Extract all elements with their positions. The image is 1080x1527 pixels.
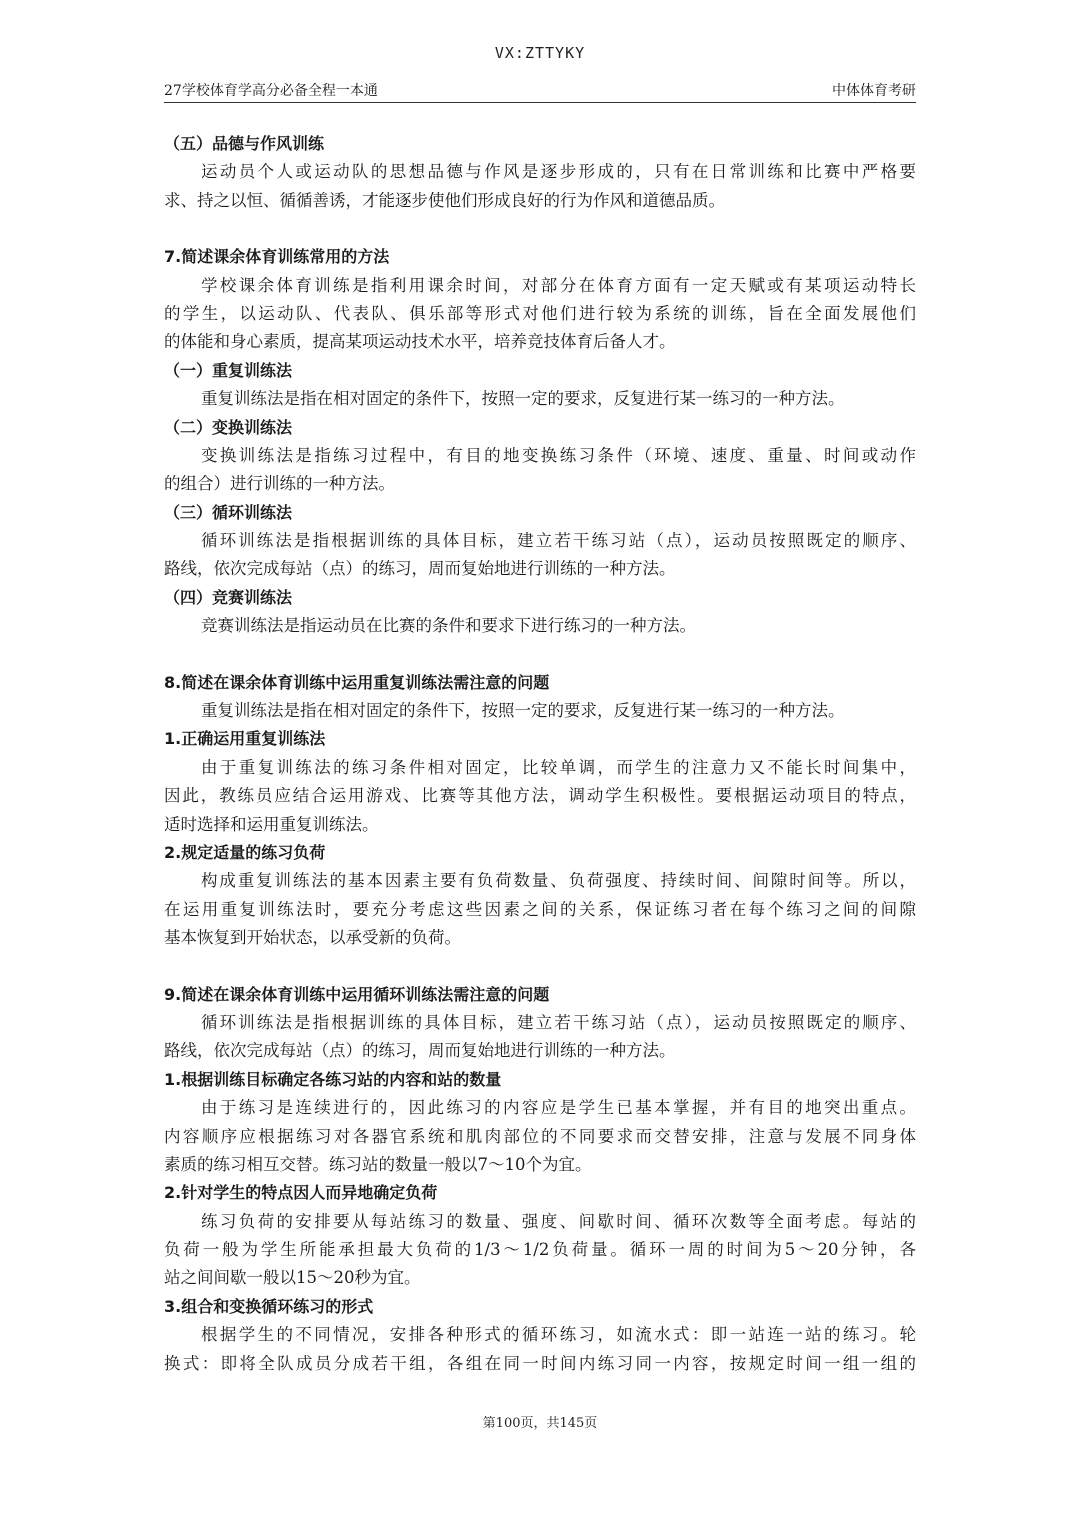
page-number: 第100页，共145页 — [482, 1416, 598, 1431]
subheading-repetition-method: （一）重复训练法 — [164, 360, 293, 380]
paragraph-line: 运动员个人或运动队的思想品德与作风是逐步形成的，只有在日常训练和比赛中严格要 — [201, 162, 916, 182]
paragraph-line: 重复训练法是指在相对固定的条件下，按照一定的要求，反复进行某一练习的一种方法。 — [201, 389, 845, 409]
paragraph-line: 构成重复训练法的基本因素主要有负荷数量、负荷强度、持续时间、间隙时间等。所以， — [201, 871, 916, 891]
paragraph-line: 负荷一般为学生所能承担最大负荷的1/3～1/2负荷量。循环一周的时间为5～20分钟，各 — [164, 1240, 916, 1260]
question-heading-8: 8.简述在课余体育训练中运用重复训练法需注意的问题 — [164, 672, 550, 692]
page-content — [164, 130, 916, 1378]
point-heading-9-3: 3.组合和变换循环练习的形式 — [164, 1296, 374, 1316]
paragraph-line: 内容顺序应根据练习对各器官系统和肌肉部位的不同要求而交替安排，注意与发展不同身体 — [164, 1126, 916, 1146]
paragraph-line: 循环训练法是指根据训练的具体目标，建立若干练习站（点），运动员按照既定的顺序、 — [201, 1012, 916, 1032]
watermark: VX:ZTTYKY — [494, 44, 586, 62]
section-gap — [164, 641, 916, 669]
paragraph-line: 在运用重复训练法时，要充分考虑这些因素之间的关系，保证练习者在每个练习之间的间隙 — [164, 899, 916, 919]
paragraph-line: 的体能和身心素质，提高某项运动技术水平，培养竞技体育后备人才。 — [164, 332, 676, 352]
paragraph-line: 重复训练法是指在相对固定的条件下，按照一定的要求，反复进行某一练习的一种方法。 — [201, 701, 845, 721]
paragraph-line: 由于练习是连续进行的，因此练习的内容应是学生已基本掌握，并有目的地突出重点。 — [201, 1098, 916, 1118]
paragraph-line: 基本恢复到开始状态，以承受新的负荷。 — [164, 928, 461, 948]
paragraph-line: 由于重复训练法的练习条件相对固定，比较单调，而学生的注意力又不能长时间集中， — [201, 757, 916, 777]
point-heading-8-1: 1.正确运用重复训练法 — [164, 729, 326, 749]
paragraph-line: 换式：即将全队成员分成若干组，各组在同一时间内练习同一内容，按规定时间一组一组的 — [164, 1353, 916, 1373]
paragraph-line: 因此，教练员应结合运用游戏、比赛等其他方法，调动学生积极性。要根据运动项目的特点， — [164, 786, 916, 806]
paragraph-line: 变换训练法是指练习过程中，有目的地变换练习条件（环境、速度、重量、时间或动作 — [201, 445, 916, 465]
paragraph-line: 路线，依次完成每站（点）的练习，周而复始地进行训练的一种方法。 — [164, 1041, 676, 1061]
subheading-circuit-method: （三）循环训练法 — [164, 502, 293, 522]
question-heading-7: 7.简述课余体育训练常用的方法 — [164, 247, 390, 267]
paragraph-line: 的组合）进行训练的一种方法。 — [164, 474, 395, 494]
point-heading-8-2: 2.规定适量的练习负荷 — [164, 842, 326, 862]
paragraph-line: 路线，依次完成每站（点）的练习，周而复始地进行训练的一种方法。 — [164, 559, 676, 579]
subheading-moral-training: （五）品德与作风训练 — [164, 134, 325, 153]
point-heading-9-2: 2.针对学生的特点因人而异地确定负荷 — [164, 1183, 438, 1203]
header-book-title: 27学校体育学高分必备全程一本通 — [164, 83, 378, 99]
paragraph-line: 学校课余体育训练是指利用课余时间，对部分在体育方面有一定天赋或有某项运动特长 — [201, 275, 916, 295]
subheading-competition-method: （四）竞赛训练法 — [164, 587, 293, 607]
paragraph-line: 竞赛训练法是指运动员在比赛的条件和要求下进行练习的一种方法。 — [201, 616, 696, 636]
paragraph-line: 练习负荷的安排要从每站练习的数量、强度、间歇时间、循环次数等全面考虑。每站的 — [201, 1211, 916, 1231]
running-header — [164, 78, 916, 103]
header-publisher: 中体体育考研 — [832, 83, 916, 99]
paragraph-line: 适时选择和运用重复训练法。 — [164, 814, 379, 834]
section-gap — [164, 953, 916, 981]
paragraph-line: 站之间间歇一般以15～20秒为宜。 — [164, 1268, 421, 1288]
paragraph-line: 根据学生的不同情况，安排各种形式的循环练习，如流水式：即一站连一站的练习。轮 — [201, 1325, 916, 1345]
paragraph-line: 素质的练习相互交替。练习站的数量一般以7～10个为宜。 — [164, 1154, 592, 1174]
point-heading-9-1: 1.根据训练目标确定各练习站的内容和站的数量 — [164, 1069, 502, 1089]
paragraph-line: 求、持之以恒、循循善诱，才能逐步使他们形成良好的行为作风和道德品质。 — [164, 190, 725, 210]
subheading-variation-method: （二）变换训练法 — [164, 417, 293, 437]
section-gap — [164, 215, 916, 243]
question-heading-9: 9.简述在课余体育训练中运用循环训练法需注意的问题 — [164, 984, 550, 1004]
paragraph-line: 的学生，以运动队、代表队、俱乐部等形式对他们进行较为系统的训练，旨在全面发展他们 — [164, 303, 916, 323]
paragraph-line: 循环训练法是指根据训练的具体目标，建立若干练习站（点），运动员按照既定的顺序、 — [201, 531, 916, 551]
